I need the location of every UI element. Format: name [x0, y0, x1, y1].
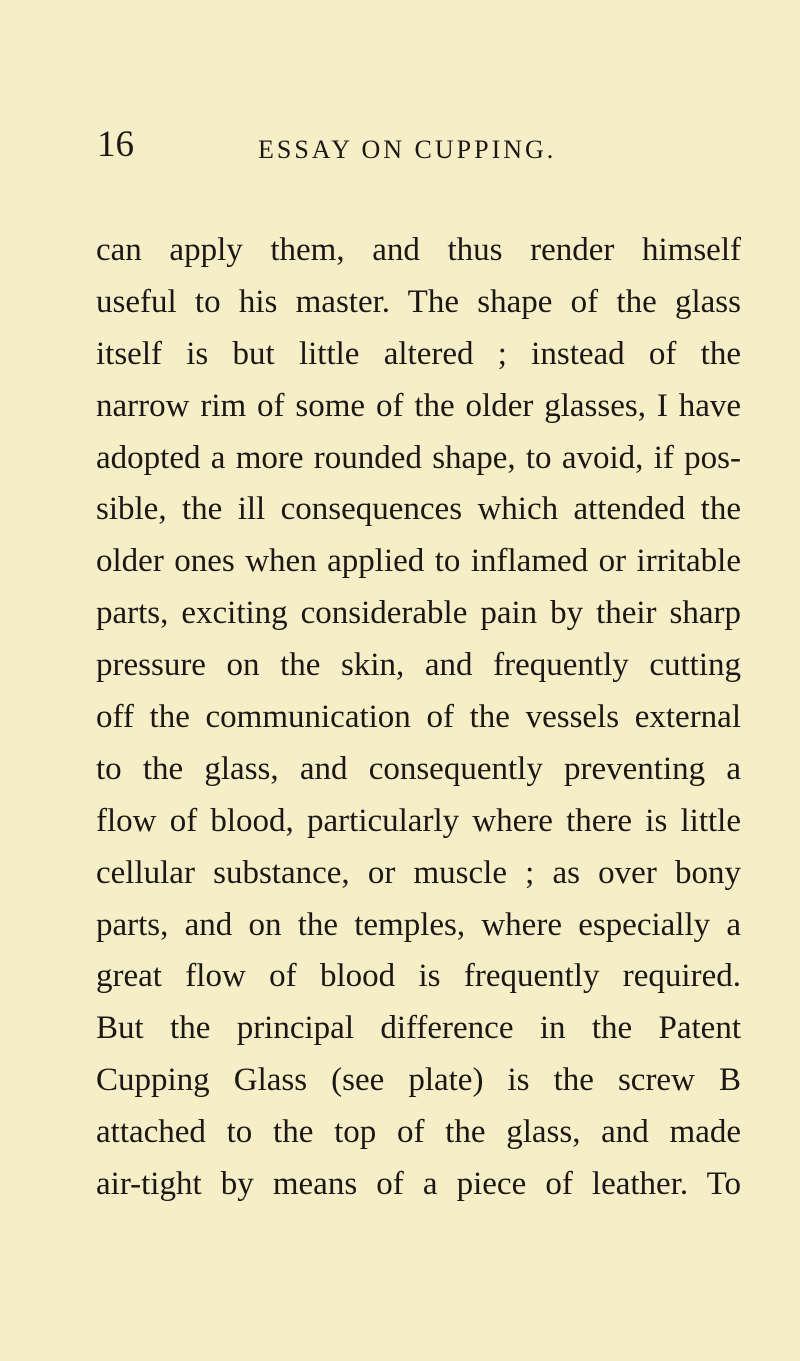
text-line: sible, the ill consequences which attended the: [96, 491, 741, 528]
text-line: to the glass, and consequently preventing a: [96, 750, 741, 787]
text-line: off the communication of the vessels external: [96, 699, 741, 736]
text-line: narrow rim of some of the older glasses, I have: [96, 387, 741, 424]
text-line: useful to his master. The shape of the glass: [96, 283, 741, 320]
running-title: ESSAY ON CUPPING.: [258, 135, 557, 164]
text-line: adopted a more rounded shape, to avoid, if pos-: [96, 439, 741, 476]
text-line: But the principal difference in the Patent: [96, 1010, 741, 1047]
body-text: [96, 225, 741, 1211]
text-line: older ones when applied to inflamed or irritable: [96, 543, 741, 580]
text-line: parts, exciting considerable pain by their sharp: [96, 595, 741, 632]
text-line: Cupping Glass (see plate) is the screw B: [96, 1062, 741, 1099]
text-line: attached to the top of the glass, and made: [96, 1114, 741, 1151]
text-line: can apply them, and thus render himself: [96, 232, 741, 268]
page-number: 16: [97, 124, 134, 165]
text-line: air-tight by means of a piece of leather. To: [96, 1166, 741, 1203]
text-line: cellular substance, or muscle ; as over bony: [96, 854, 741, 891]
text-line: flow of blood, particularly where there is little: [96, 802, 741, 839]
text-line: pressure on the skin, and frequently cutting: [96, 647, 741, 684]
text-line: great flow of blood is frequently required.: [96, 958, 741, 995]
text-line: itself is but little altered ; instead of the: [96, 335, 741, 372]
text-line: parts, and on the temples, where especially a: [96, 906, 741, 943]
